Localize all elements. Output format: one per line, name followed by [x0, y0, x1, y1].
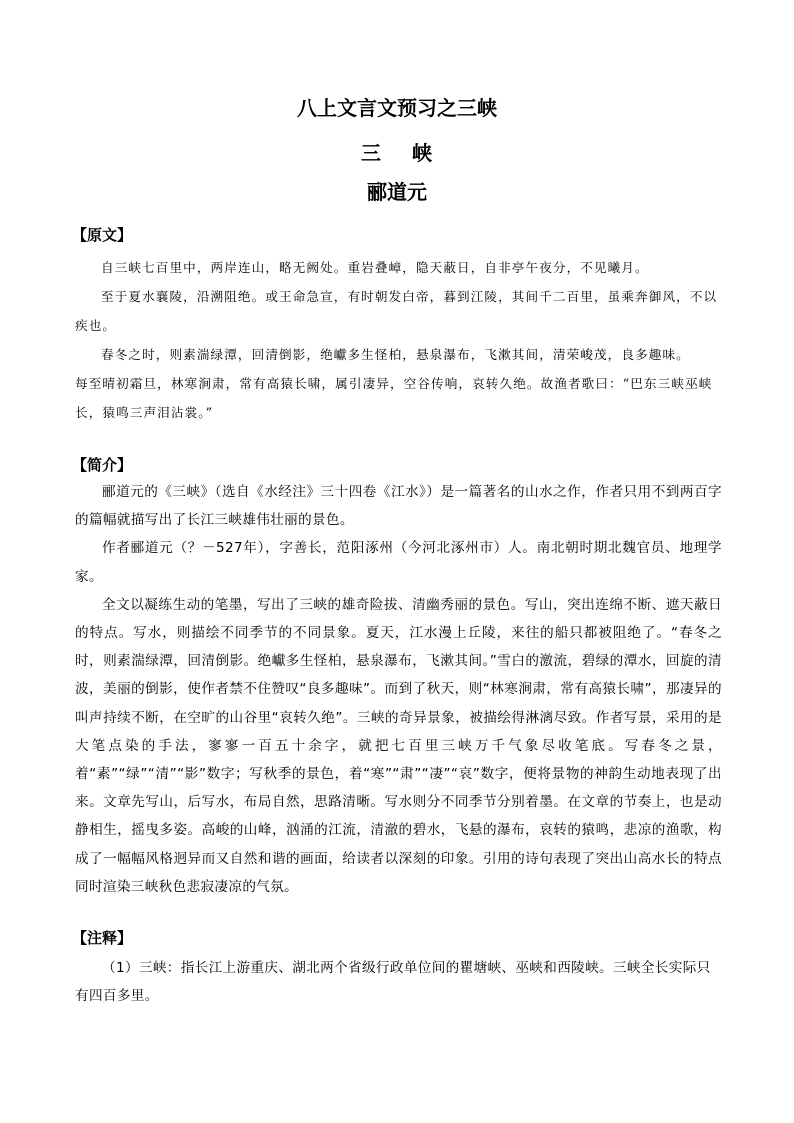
- intro-paragraph: 作者郦道元（？－527年），字善长，范阳涿州（今河北涿州市）人。南北朝时期北魏官员、地理学家。: [75, 540, 722, 585]
- essay-title-char-1: 三: [361, 141, 382, 165]
- essay-author: 郦道元: [367, 180, 427, 204]
- notes-heading: 【注释】: [72, 929, 133, 947]
- original-paragraph: 自三峡七百里中，两岸连山，略无阙处。重岩叠嶂，隐天蔽日，自非亭午夜分，不见曦月。: [101, 260, 649, 275]
- original-heading: 【原文】: [72, 226, 133, 244]
- original-paragraph: 至于夏水襄陵，沿溯阻绝。或王命急宣，有时朝发白帝，暮到江陵，其间千二百里，虽乘奔御风，不以疾也。: [75, 289, 718, 333]
- original-text: [75, 253, 722, 427]
- essay-title-char-2: 峡: [412, 141, 433, 165]
- intro-heading: 【简介】: [72, 456, 133, 474]
- notes-text: [75, 954, 722, 1010]
- intro-text: [75, 478, 722, 901]
- original-paragraph: 每至晴初霜旦，林寒涧肃，常有高猿长啸，属引凄异，空谷传响，哀转久绝。故渔者歌曰：“巴东三峡巫峡长，猿鸣三声泪沾裳。”: [75, 376, 713, 420]
- intro-paragraph: 全文以凝练生动的笔墨，写出了三峡的雄奇险拔、清幽秀丽的景色。写山，突出连绵不断、遮天蔽日的特点。写水，则描绘不同季节的不同景象。夏天，江水漫上丘陵，来往的船只都被阻绝了。“春冬之时，则素湍绿潭，回清倒影。绝巘多生怪柏，悬泉瀑布，飞漱其间。”雪白的激流，碧绿的潭水，回旋的清波，美丽的倒影，使作者禁不住赞叹“良多趣味”。而到了秋天，则“林寒涧肃，常有高猿长啸”，那凄异的叫声持续不断，在空旷的山谷里“哀转久绝”。三峡的奇异景象，被描绘得淋漓尽致。作者写景，采用的是大笔点染的手法，寥寥一百五十余字，就把七百里三峡万千气象尽收笔底。写春冬之景，着“素”“绿”“清”“影”数字；写秋季的景色，着“寒”“肃”“凄”“哀”数字，便将景物的神韵生动地表现了出来。文章先写山，后写水，布局自然，思路清晰。写水则分不同季节分别着墨。在文章的节奏上，也是动静相生，摇曳多姿。高峻的山峰，汹涌的江流，清澈的碧水，飞悬的瀑布，哀转的猿鸣，悲凉的渔歌，构成了一幅幅风格迥异而又自然和谐的画面，给读者以深刻的印象。引用的诗句表现了突出山高水长的特点同时渲染三峡秋色悲寂凄凉的气氛。: [75, 596, 722, 895]
- intro-paragraph: 郦道元的《三峡》（选自《水经注》三十四卷《江水》）是一篇著名的山水之作，作者只用不到两百字的篇幅就描写出了长江三峡雄伟壮丽的景色。: [75, 484, 722, 529]
- document-title: 八上文言文预习之三峡: [297, 96, 497, 120]
- original-paragraph: 春冬之时，则素湍绿潭，回清倒影，绝巘多生怪柏，悬泉瀑布，飞漱其间，清荣峻茂，良多趣味。: [101, 347, 690, 362]
- essay-title: [0, 138, 794, 168]
- note-item: （1）三峡：指长江上游重庆、湖北两个省级行政单位间的瞿塘峡、巫峡和西陵峡。三峡全长实际只有四百多里。: [75, 960, 711, 1005]
